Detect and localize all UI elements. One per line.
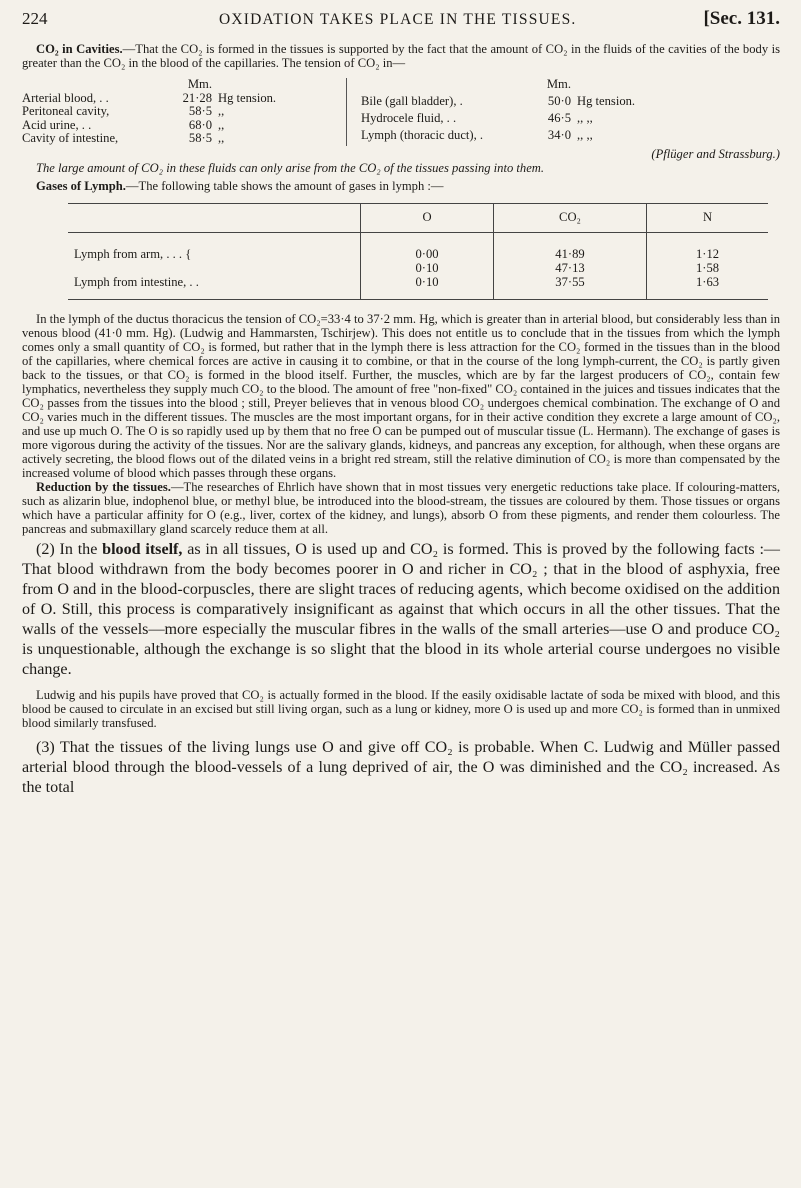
blood-itself-text: as in all tissues, O is used up and CO₂ is formed. This is proved by the following facts :—That blood withdrawn from the body becomes poorer in O and richer in CO₂ ; that in the blood of asphyxia, free from O and in the blood-corpuscles, there are slight traces of reducing agents, which become oxidised on the addition of O. Still, this process is comparatively insignificant as against that which occurs in all the other tissues. That the walls of the vessels—more especially the muscular fibres in the walls of the small arteries—use O and produce CO₂ is unquestionable, although the exchange is so slight that the blood in its whole arterial course undergoes no visible change. — [22, 540, 781, 678]
table-corner — [68, 203, 361, 232]
tension-unit: ,, — [218, 104, 225, 119]
co2-conclusion: The large amount of CO₂ in these fluids can only arise from the CO₂ of the tissues passing into them. — [36, 160, 545, 175]
lymph-tension-paragraph: In the lymph of the ductus thoracicus the tension of CO₂=33·4 to 37·2 mm. Hg, which is greater than in arterial blood, but considerably less than in venous blood (41·0 mm. Hg). (Ludwig and Hammarsten, Tschirjew). This does not entitle us to conclude that in the tissues from which the lymph comes only a small quantity of CO₂ is formed, but rather that in the lymph there is less attraction for the CO₂ formed in the tissues than in the blood of the capillaries, where chemical forces are active in causing it to combine, or that in the course of the long lymph-current, the CO₂ is partly given back to the tissues, or that CO₂ is formed in the blood itself. Further, the muscles, which are by far the largest producers of CO₂, contain few lymphatics, nevertheless they supply much CO₂ to the blood. The amount of free "non-fixed" CO₂ contained in the juices and tissues indicates that the CO₂ passes from the tissues into the blood ; still, Preyer believes that in venous blood CO₂ undergoes chemical combination. The exchange of O and CO₂ varies much in the different tissues. The muscles are the most important organs, for in their active condition they excrete a large amount of CO₂, and use up much O. The O is so rapidly used up by them that no free O can be pumped out of muscular tissue (L. Hermann). The exchange of gases is more vigorous during the activity of the tissues. Nor are the salivary glands, kidneys, and pancreas any exception, for although, when these organs are actively secreting, the blood flows out of the dilated veins in a bright red stream, still the relative diminution of CO₂ is more than compensated by the increased volume of blood which passes through these organs. — [22, 311, 780, 480]
cell-co2: 37·55 — [494, 275, 647, 300]
tension-unit: ,, ,, — [577, 127, 593, 142]
tension-list-left — [22, 78, 347, 146]
unit-label: Mm. — [187, 77, 212, 91]
tension-value: 68·0 — [188, 117, 212, 132]
row-label: Lymph from intestine, . . — [68, 275, 361, 300]
tension-name: Bile (gall bladder), . — [361, 93, 463, 108]
blood-itself-heading: blood itself, — [102, 540, 183, 558]
tension-name: Acid urine, . . — [22, 117, 92, 132]
cell-n: 1·12 1·58 — [647, 232, 769, 275]
column-header-co2: CO₂ — [494, 203, 647, 232]
lymph-gases-table — [68, 203, 768, 300]
reduction-paragraph — [22, 480, 780, 536]
blood-itself-paragraph — [22, 540, 780, 680]
tension-list — [22, 78, 780, 146]
reduction-heading: Reduction by the tissues. — [36, 479, 171, 494]
tension-credit: (Pflüger and Strassburg.) — [651, 146, 780, 161]
tension-unit: Hg tension. — [577, 93, 636, 108]
page-number: 224 — [22, 9, 48, 28]
cell-o: 0·00 0·10 — [361, 232, 494, 275]
lymph-gases-intro: —The following table shows the amount of gases in lymph :— — [125, 178, 444, 193]
tension-value: 46·5 — [547, 110, 571, 125]
co2-cavities-paragraph — [22, 42, 780, 70]
running-title: OXIDATION TAKES PLACE IN THE TISSUES. — [219, 11, 577, 28]
tension-value: 58·5 — [188, 104, 212, 119]
unit-label: Mm. — [546, 77, 571, 91]
lungs-paragraph: (3) That the tissues of the living lungs use O and give off CO₂ is probable. When C. Ludwig and Müller passed arterial blood through the blood-vessels of a lung deprived of air, the O was diminished and the CO₂ increased. As the total — [22, 738, 780, 796]
lymph-gases-heading: Gases of Lymph. — [36, 178, 126, 193]
co2-cavities-heading: CO₂ in Cavities. — [36, 42, 123, 56]
running-header — [22, 8, 780, 42]
tension-value: 21·28 — [182, 90, 212, 105]
tension-name: Lymph (thoracic duct), . — [361, 127, 484, 142]
row-label: Lymph from arm, . . . { — [74, 246, 192, 261]
tension-unit: ,, — [218, 117, 225, 132]
cell-co2: 41·89 47·13 — [494, 232, 647, 275]
tension-unit: ,, ,, — [577, 110, 593, 125]
section-label: [Sec. 131. — [703, 8, 780, 29]
tension-value: 58·5 — [188, 131, 212, 146]
book-page — [22, 8, 780, 798]
tension-unit: Hg tension. — [218, 90, 277, 105]
tension-name: Arterial blood, . . — [22, 90, 109, 105]
cell-o: 0·10 — [361, 275, 494, 300]
table-row — [68, 275, 768, 300]
co2-cavities-text: —That the CO₂ is formed in the tissues is supported by the fact that the amount of CO₂ in the fluids of the cavities of the body is greater than the CO₂ in the blood of the capillaries. The tension of CO₂ in— — [22, 42, 780, 70]
cell-n: 1·63 — [647, 275, 769, 300]
tension-value: 50·0 — [547, 93, 571, 108]
column-header-n: N — [647, 203, 769, 232]
table-row — [68, 232, 768, 275]
tension-value: 34·0 — [547, 127, 571, 142]
reduction-text: —The researches of Ehrlich have shown that in most tissues very energetic reductions take place. If colouring-matters, such as alizarin blue, indophenol blue, or methyl blue, be introduced into the blood-stream, the tissues are coloured by them. Those tissues or organs which have a particular affinity for O (e.g., liver, cortex of the kidney, and lungs), absorb O from these pigments, and render them colourless. The pancreas and submaxillary gland scarcely reduce them at all. — [22, 479, 780, 536]
paragraph-number: (2) In the — [36, 540, 103, 558]
tension-name: Hydrocele fluid, . . — [361, 110, 457, 125]
tension-unit: ,, — [218, 131, 225, 146]
column-header-o: O — [361, 203, 494, 232]
tension-list-right — [347, 78, 667, 146]
lymph-gases-paragraph — [22, 179, 780, 193]
tension-name: Peritoneal cavity, — [22, 104, 110, 119]
tension-name: Cavity of intestine, — [22, 131, 119, 146]
ludwig-paragraph: Ludwig and his pupils have proved that CO₂ is actually formed in the blood. If the easily oxidisable lactate of soda be mixed with blood, and this blood be caused to circulate in an excised but still living organ, such as a lung or kidney, more O is used up and more CO₂ is formed than in unmixed blood similarly transfused. — [22, 687, 780, 730]
